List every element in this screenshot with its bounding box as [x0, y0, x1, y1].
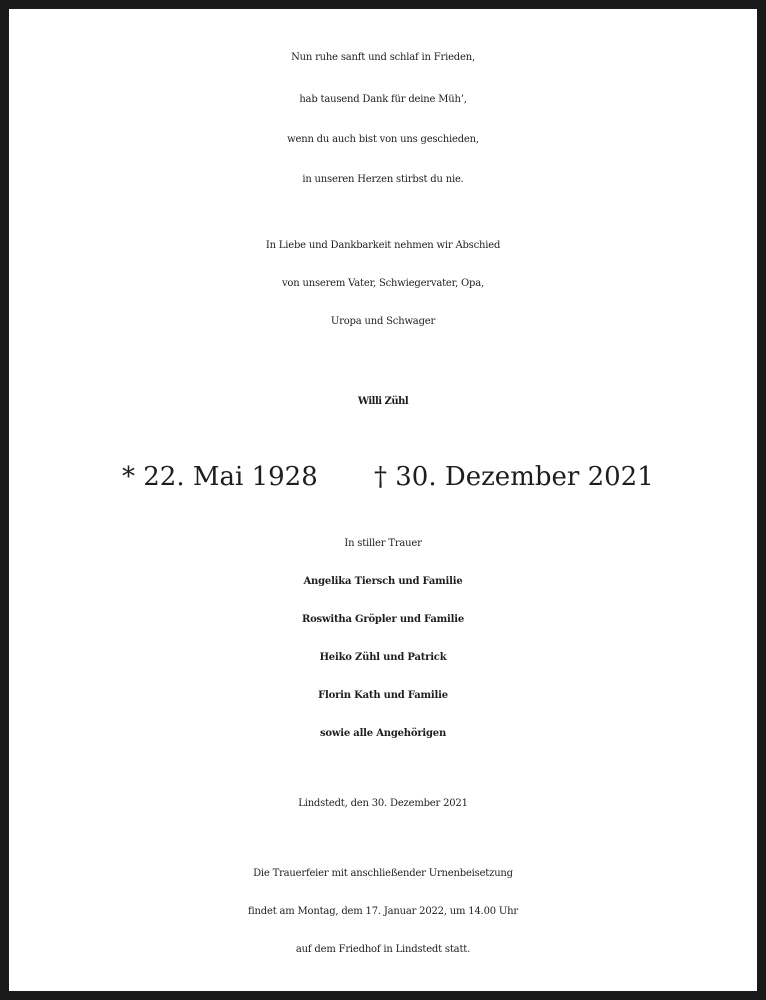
deceased-name: Willi Zühl [357, 396, 409, 407]
mourner-entry: Heiko Zühl und Patrick [319, 652, 447, 663]
mourner-entry: Roswitha Gröpler und Familie [301, 614, 465, 625]
place-and-date: Lindstedt, den 30. Dezember 2021 [298, 798, 468, 809]
funeral-line: Die Trauerfeier mit anschließender Urnenbeisetzung [253, 868, 513, 879]
intro-line: In Liebe und Dankbarkeit nehmen wir Abschied [265, 240, 501, 251]
mourning-heading: In stiller Trauer [344, 538, 422, 549]
poem-line: Nun ruhe sanft und schlaf in Frieden, [291, 52, 475, 63]
poem-line: wenn du auch bist von uns geschieden, [287, 134, 479, 145]
funeral-line: auf dem Friedhof in Lindstedt statt. [295, 944, 471, 955]
mourner-entry: sowie alle Angehörigen [319, 728, 447, 739]
mourner-entry: Florin Kath und Familie [318, 690, 448, 701]
mourner-entry: Angelika Tiersch und Familie [303, 576, 463, 587]
birth-date: * 22. Mai 1928 [122, 462, 318, 492]
funeral-line: findet am Montag, dem 17. Januar 2022, um 14.00 Uhr [248, 906, 518, 917]
intro-line: von unserem Vater, Schwiegervater, Opa, [281, 278, 484, 289]
intro-line: Uropa und Schwager [330, 316, 436, 327]
life-dates [9, 458, 757, 496]
poem-line: hab tausend Dank für deine Müh’, [299, 94, 467, 105]
poem-line: in unseren Herzen stirbst du nie. [302, 174, 464, 185]
death-date: † 30. Dezember 2021 [374, 462, 654, 492]
